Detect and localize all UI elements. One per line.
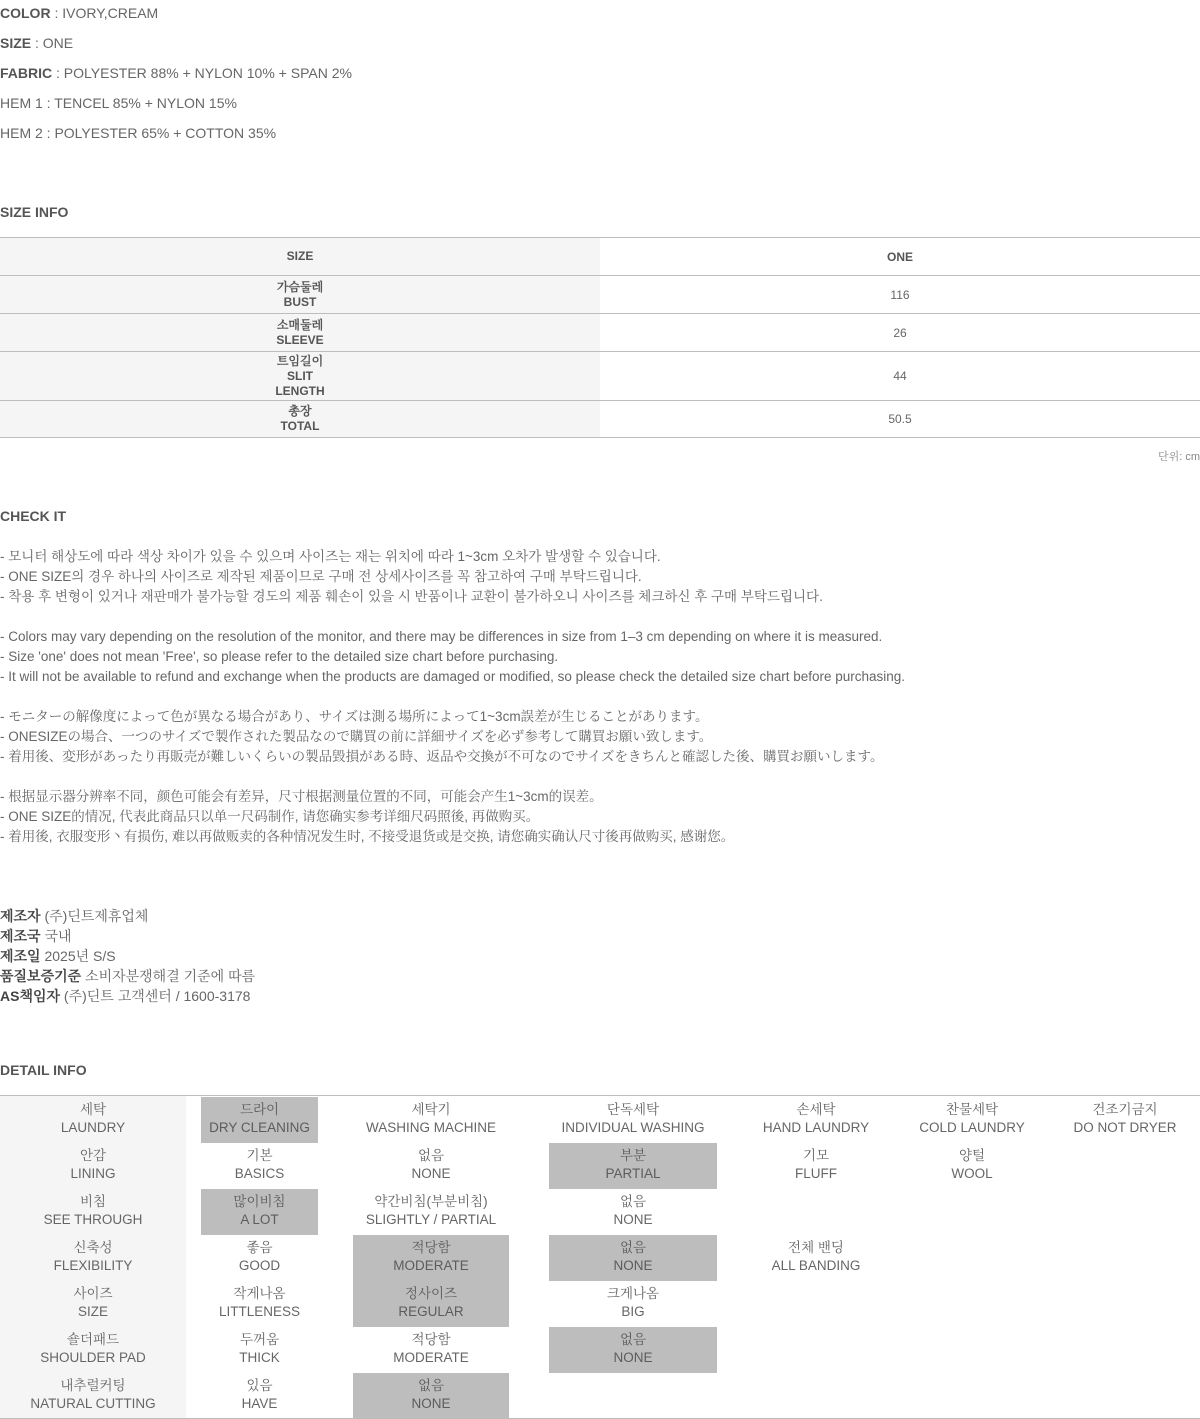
- note-ko-1: - 모니터 해상도에 따라 색상 차이가 있을 수 있으며 사이즈는 재는 위치에 따라 1~3cm 오차가 발생할 수 있습니다.: [0, 549, 661, 564]
- size-row-ko: 총장: [288, 404, 312, 418]
- note-ja-3: - 着用後、変形があったり再販売が難しいくらいの製品毀損がある時、返品や交換が不可なのでサイズをきちんと確認した後、購買お願いします。: [0, 749, 884, 764]
- opt-en: WOOL: [951, 1166, 993, 1181]
- maker-warranty: [0, 966, 255, 986]
- note-zh-3: - 着用後, 衣服变形丶有损伤, 难以再做贩卖的各种情况发生时, 不接受退货或是交换, 请您确实确认尺寸後再做购买, 感谢您。: [0, 829, 735, 844]
- opt-ko: 세탁기: [411, 1102, 451, 1117]
- head-en: SIZE: [77, 1304, 108, 1319]
- size-row-en: SLEEVE: [276, 332, 324, 347]
- option-hand-laundry: [750, 1097, 882, 1143]
- opt-ko: 부분: [619, 1148, 647, 1163]
- spec-size-label: SIZE: [0, 35, 32, 51]
- opt-en: BIG: [621, 1304, 645, 1319]
- opt-ko: 양털: [958, 1148, 986, 1163]
- detail-head-size: [0, 1281, 186, 1327]
- option-dry-cleaning: [201, 1097, 318, 1143]
- opt-en: INDIVIDUAL WASHING: [561, 1120, 705, 1135]
- table-row: [0, 352, 1200, 401]
- table-row: [0, 314, 1200, 352]
- maker-as-label: AS책임자: [0, 988, 61, 1004]
- size-row-en: TOTAL: [280, 419, 320, 433]
- opt-en: SLIGHTLY / PARTIAL: [365, 1212, 497, 1227]
- maker-country: [0, 926, 255, 946]
- maker-date-label: 제조일: [0, 948, 41, 964]
- manufacturer-info: [0, 906, 255, 1006]
- head-en: FLEXIBILITY: [53, 1258, 133, 1273]
- size-row-label: [0, 276, 600, 314]
- note-zh-1: - 根据显示器分辨率不同，颜色可能会有差异，尺寸根据测量位置的不同，可能会产生1~3cm的误差。: [0, 789, 603, 804]
- check-it-title: CHECK IT: [0, 508, 67, 524]
- detail-info-grid: [0, 1095, 1200, 1419]
- opt-ko: 전체 밴딩: [788, 1240, 844, 1255]
- opt-en: NONE: [613, 1258, 653, 1273]
- spec-color: [0, 4, 352, 34]
- opt-ko: 단독세탁: [606, 1102, 660, 1117]
- option-partial: [549, 1143, 717, 1189]
- opt-ko: 없음: [619, 1332, 647, 1347]
- opt-en: MODERATE: [393, 1350, 469, 1365]
- opt-en: WASHING MACHINE: [365, 1120, 496, 1135]
- opt-en: BASICS: [234, 1166, 285, 1181]
- detail-info-title: DETAIL INFO: [0, 1062, 87, 1078]
- note-ko-2: - ONE SIZE의 경우 하나의 사이즈로 제작된 제품이므로 구매 전 상세사이즈를 꼭 참고하여 구매 부탁드립니다.: [0, 569, 642, 584]
- table-row: [0, 276, 1200, 314]
- opt-ko: 드라이: [239, 1102, 280, 1117]
- size-row-value: 116: [600, 276, 1200, 314]
- option-a-lot: [201, 1189, 318, 1235]
- opt-en: MODERATE: [393, 1258, 469, 1273]
- size-row-value: 44: [600, 352, 1200, 401]
- opt-ko: 작게나옴: [233, 1286, 286, 1301]
- head-en: LINING: [70, 1166, 116, 1181]
- opt-ko: 기본: [246, 1148, 273, 1163]
- opt-en: FLUFF: [795, 1166, 837, 1181]
- maker-as-value: (주)딘트 고객센터 / 1600-3178: [60, 988, 251, 1004]
- head-en: SEE THROUGH: [43, 1212, 143, 1227]
- option-none: [353, 1373, 509, 1418]
- spec-color-label: COLOR: [0, 5, 51, 21]
- size-row-en: SLIT: [287, 368, 313, 383]
- opt-en: NONE: [411, 1166, 451, 1181]
- opt-en: LITTLENESS: [218, 1304, 301, 1319]
- opt-en: DO NOT DRYER: [1073, 1120, 1177, 1135]
- option-regular: [353, 1281, 509, 1327]
- opt-ko: 없음: [417, 1148, 445, 1163]
- note-en-1: - Colors may vary depending on the resolution of the monitor, and there may be differences in size from 1–3 cm depending on where it is measured.: [0, 629, 883, 644]
- option-none: [549, 1327, 717, 1373]
- size-row-label: [0, 401, 600, 438]
- opt-ko: 건조기금지: [1092, 1102, 1158, 1117]
- opt-en: A LOT: [240, 1212, 279, 1227]
- option-basics: [201, 1143, 318, 1189]
- opt-ko: 없음: [619, 1194, 647, 1209]
- option-washing-machine: [353, 1097, 509, 1143]
- opt-en: HAND LAUNDRY: [762, 1120, 870, 1135]
- opt-ko: 없음: [619, 1240, 647, 1255]
- opt-ko: 손세탁: [796, 1102, 836, 1117]
- opt-en: ALL BANDING: [771, 1258, 861, 1273]
- head-ko: 비침: [79, 1194, 107, 1209]
- option-littleness: [201, 1281, 318, 1327]
- size-row-ko: 가슴둘레: [276, 279, 324, 294]
- detail-head-lining: [0, 1143, 186, 1189]
- head-en: LAUNDRY: [60, 1120, 126, 1135]
- note-en-3: - It will not be available to refund and exchange when the products are damaged or modified, so please check the detailed size chart before purchasing.: [0, 669, 906, 684]
- detail-head-natural-cutting: [0, 1373, 186, 1418]
- maker-country-value: 국내: [40, 928, 72, 944]
- option-thick: [201, 1327, 318, 1373]
- opt-ko: 많이비침: [233, 1194, 286, 1209]
- head-ko: 신축성: [73, 1240, 113, 1255]
- option-moderate: [353, 1235, 509, 1281]
- product-spec: [0, 4, 352, 154]
- option-all-banding: [750, 1235, 882, 1281]
- head-ko: 내추럴커팅: [60, 1378, 126, 1393]
- option-individual-washing: [549, 1097, 717, 1143]
- size-info-title: SIZE INFO: [0, 204, 69, 220]
- size-row-ko: 소매둘레: [276, 317, 324, 332]
- size-row-value: 26: [600, 314, 1200, 352]
- option-moderate: [353, 1327, 509, 1373]
- head-ko: 안감: [79, 1148, 107, 1163]
- spec-fabric-label: FABRIC: [0, 65, 53, 81]
- opt-en: COLD LAUNDRY: [919, 1120, 1025, 1135]
- detail-head-shoulder-pad: [0, 1327, 186, 1373]
- opt-en: PARTIAL: [605, 1166, 661, 1181]
- head-en: SHOULDER PAD: [40, 1350, 146, 1365]
- size-table: [0, 237, 1200, 438]
- opt-en: DRY CLEANING: [209, 1120, 310, 1135]
- opt-en: GOOD: [238, 1258, 281, 1273]
- opt-en: NONE: [613, 1350, 653, 1365]
- spec-size: [0, 34, 352, 64]
- spec-size-value: : ONE: [31, 35, 74, 51]
- opt-en: REGULAR: [398, 1304, 464, 1319]
- option-fluff: [750, 1143, 882, 1189]
- opt-ko: 약간비침(부분비침): [374, 1194, 488, 1209]
- option-good: [201, 1235, 318, 1281]
- size-header-label: SIZE: [0, 238, 600, 276]
- option-none: [549, 1189, 717, 1235]
- opt-en: NONE: [613, 1212, 653, 1227]
- table-row: [0, 401, 1200, 438]
- opt-ko: 적당함: [411, 1332, 451, 1347]
- option-wool: [905, 1143, 1039, 1189]
- detail-head-see-through: [0, 1189, 186, 1235]
- option-none: [353, 1143, 509, 1189]
- unit-note: 단위: cm: [1157, 451, 1200, 463]
- option-have: [201, 1373, 318, 1418]
- opt-ko: 있음: [246, 1378, 273, 1393]
- spec-hem1: HEM 1 : TENCEL 85% + NYLON 15%: [0, 95, 237, 111]
- maker-as: [0, 986, 255, 1006]
- opt-en: THICK: [239, 1350, 280, 1365]
- opt-ko: 크게나옴: [606, 1286, 660, 1301]
- spec-color-value: : IVORY,CREAM: [50, 5, 159, 21]
- head-ko: 사이즈: [73, 1286, 113, 1301]
- size-row-en: BUST: [283, 294, 317, 309]
- opt-ko: 찬물세탁: [945, 1102, 999, 1117]
- size-row-label: [0, 352, 600, 401]
- maker-manufacturer: [0, 906, 255, 926]
- maker-date: [0, 946, 255, 966]
- note-zh-2: - ONE SIZE的情况, 代表此商品只以单一尺码制作, 请您确实参考详细尺码照後, 再做购买。: [0, 809, 540, 824]
- size-row-ko: 트임길이: [276, 353, 324, 368]
- size-row-en2: LENGTH: [275, 383, 325, 398]
- size-header-value: ONE: [600, 238, 1200, 276]
- maker-warranty-value: 소비자분쟁해결 기준에 따름: [81, 968, 256, 984]
- note-en-2: - Size 'one' does not mean 'Free', so please refer to the detailed size chart before purchasing.: [0, 649, 559, 664]
- maker-manufacturer-label: 제조자: [0, 908, 41, 924]
- maker-date-value: 2025년 S/S: [40, 948, 116, 964]
- option-big: [549, 1281, 717, 1327]
- option-cold-laundry: [905, 1097, 1039, 1143]
- detail-head-laundry: [0, 1097, 186, 1143]
- spec-fabric: [0, 64, 352, 94]
- detail-head-flexibility: [0, 1235, 186, 1281]
- note-ko-3: - 착용 후 변형이 있거나 재판매가 불가능할 경도의 제품 훼손이 있을 시 반품이나 교환이 불가하오니 사이즈를 체크하신 후 구매 부탁드립니다.: [0, 589, 823, 604]
- opt-ko: 좋음: [246, 1240, 273, 1255]
- note-ja-1: - モニターの解像度によって色が異なる場合があり、サイズは測る場所によって1~3cm誤差が生じることがあります。: [0, 709, 709, 724]
- opt-en: HAVE: [241, 1396, 278, 1411]
- size-table-header: [0, 238, 1200, 276]
- maker-warranty-label: 품질보증기준: [0, 968, 82, 984]
- maker-country-label: 제조국: [0, 928, 41, 944]
- size-row-label: [0, 314, 600, 352]
- head-ko: 세탁: [79, 1102, 107, 1117]
- opt-en: NONE: [411, 1396, 451, 1411]
- head-en: NATURAL CUTTING: [30, 1396, 156, 1411]
- opt-ko: 정사이즈: [404, 1286, 458, 1301]
- opt-ko: 없음: [417, 1378, 445, 1393]
- size-row-value: 50.5: [600, 401, 1200, 438]
- note-ja-2: - ONESIZEの場合、一つのサイズで製作された製品なので購買の前に詳細サイズを必ず参考して購買お願い致します。: [0, 729, 713, 744]
- spec-fabric-value: : POLYESTER 88% + NYLON 10% + SPAN 2%: [52, 65, 352, 81]
- opt-ko: 기모: [802, 1148, 830, 1163]
- maker-manufacturer-value: (주)딘트제휴업체: [40, 908, 149, 924]
- option-do-not-dryer: [1060, 1097, 1190, 1143]
- option-slightly-partial: [353, 1189, 509, 1235]
- check-it-notes: [0, 547, 905, 847]
- head-ko: 숄더패드: [66, 1332, 120, 1347]
- option-none: [549, 1235, 717, 1281]
- opt-ko: 두꺼움: [239, 1332, 280, 1347]
- spec-hem2: HEM 2 : POLYESTER 65% + COTTON 35%: [0, 125, 277, 141]
- opt-ko: 적당함: [411, 1240, 451, 1255]
